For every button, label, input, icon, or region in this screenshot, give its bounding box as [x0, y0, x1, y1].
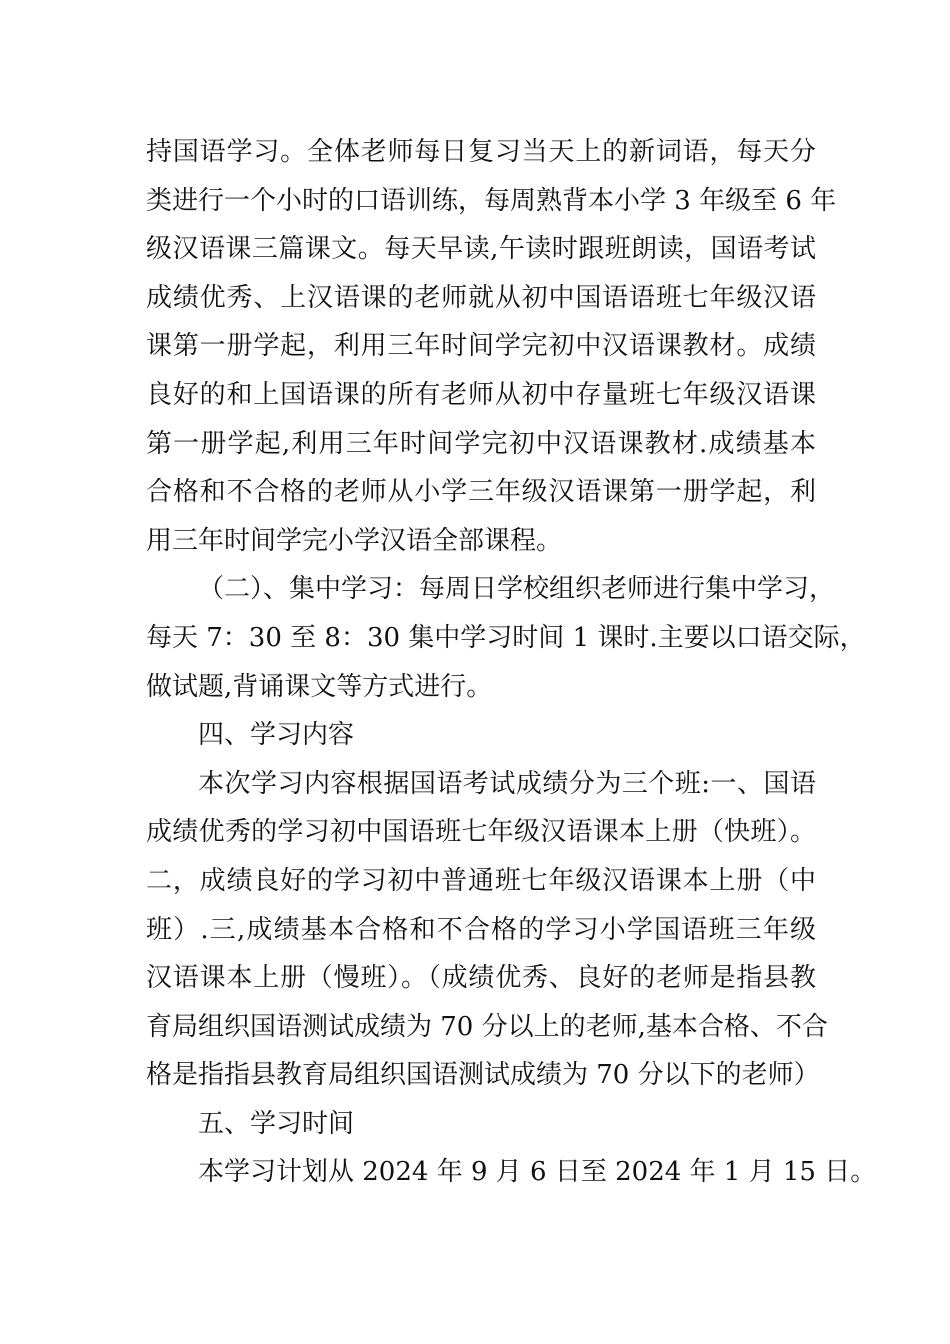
body-line: 本学习计划从 2024 年 9 月 6 日至 2024 年 1 月 15 日。 — [198, 1157, 877, 1188]
body-line: 良好的和上国语课的所有老师从初中存量班七年级汉语课 — [146, 379, 816, 410]
body-line: 课第一册学起，利用三年时间学完初中汉语课教材。成绩 — [146, 331, 816, 362]
body-line: 班）.三,成绩基本合格和不合格的学习小学国语班三年级 — [146, 914, 816, 945]
section-heading: 四、学习内容 — [198, 720, 355, 751]
body-line: 育局组织国语测试成绩为 70 分以上的老师,基本合格、不合 — [146, 1011, 828, 1042]
body-line: 成绩优秀、上汉语课的老师就从初中国语语班七年级汉语 — [146, 282, 816, 313]
body-line: 合格和不合格的老师从小学三年级汉语课第一册学起，利 — [146, 477, 816, 508]
body-line: 每天 7：30 至 8：30 集中学习时间 1 课时.主要以口语交际， — [146, 622, 866, 653]
body-line: 本次学习内容根据国语考试成绩分为三个班:一、国语 — [198, 768, 816, 799]
body-line: 格是指指县教育局组织国语测试成绩为 70 分以下的老师） — [146, 1060, 820, 1091]
body-line: 汉语课本上册（慢班）。（成绩优秀、良好的老师是指县教 — [146, 963, 816, 994]
document-body — [146, 128, 877, 1197]
body-line: 持国语学习。全体老师每日复习当天上的新词语，每天分 — [146, 137, 816, 167]
section-heading: 五、学习时间 — [198, 1108, 355, 1139]
body-line: 级汉语课三篇课文。每天早读,午读时跟班朗读，国语考试 — [146, 234, 816, 265]
body-line: 二，成绩良好的学习初中普通班七年级汉语课本上册（中 — [146, 865, 816, 896]
body-line: 用三年时间学完小学汉语全部课程。 — [146, 525, 563, 556]
body-line: 做试题,背诵课文等方式进行。 — [146, 671, 493, 702]
body-line: 第一册学起,利用三年时间学完初中汉语课教材.成绩基本 — [146, 428, 816, 459]
body-line: 类进行一个小时的口语训练，每周熟背本小学 3 年级至 6 年 — [146, 185, 837, 216]
body-line: （二）、集中学习：每周日学校组织老师进行集中学习， — [198, 574, 836, 605]
body-line: 成绩优秀的学习初中国语班七年级汉语课本上册（快班）。 — [146, 817, 816, 848]
